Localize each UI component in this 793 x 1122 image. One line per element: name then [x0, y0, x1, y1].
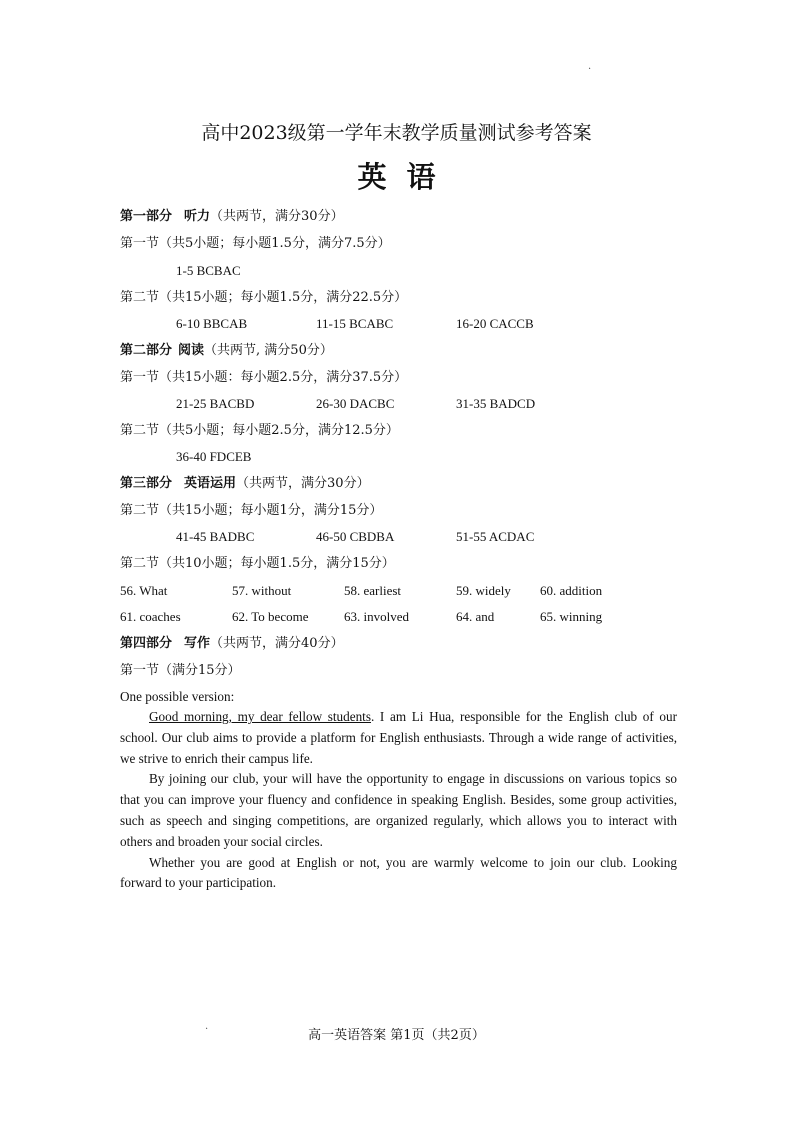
- answer-group: 16-20 CACCB: [456, 316, 534, 331]
- fill-answer: 65. winning: [540, 609, 603, 624]
- part3-heading-line: [120, 475, 370, 493]
- fill-answer: 64. and: [456, 609, 495, 624]
- answer-group: 21-25 BACBD: [176, 396, 255, 411]
- fill-answer: 59. widely: [456, 583, 511, 598]
- essay-paragraph-2: By joining our club, your will have the opportunity to engage in discussions on various topics so that you can improve your fluency and confidence in speaking English. Besides, some group activities, such as speech and singing competitions, are organized regularly, which allows you to interact with others and broaden your social circles.: [120, 771, 677, 849]
- document-title: 高中2023级第一学年末教学质量测试参考答案: [201, 122, 592, 144]
- answer-group: 46-50 CBDBA: [316, 529, 395, 544]
- scan-mark-bottom: .: [205, 1021, 209, 1032]
- essay-greeting: Good morning, my dear fellow students: [149, 709, 371, 724]
- part2-heading: 第二部分: [120, 343, 173, 358]
- scan-mark-top: .: [588, 61, 592, 72]
- answer-group: 41-45 BADBC: [176, 529, 255, 544]
- part1-section1-label: 第一节（共5小题；每小题1.5分，满分7.5分）: [120, 236, 391, 251]
- subject-title: 英语: [357, 160, 456, 194]
- answer-group: 1-5 BCBAC: [176, 263, 241, 278]
- part3-section2-label: 第二节（共10小题；每小题1.5分，满分15分）: [120, 556, 395, 571]
- answer-group: 36-40 FDCEB: [176, 449, 252, 464]
- part2-section1-label: 第一节（共15小题：每小题2.5分，满分37.5分）: [120, 370, 408, 385]
- part3-section1-label: 第二节（共15小题；每小题1分，满分15分）: [120, 503, 383, 518]
- part1-note: （共两节，满分30分）: [210, 209, 344, 224]
- part1-heading-line: [120, 208, 344, 226]
- essay-paragraph-1: [120, 707, 677, 769]
- fill-answer: 57. without: [232, 583, 292, 598]
- part4-heading: 第四部分: [120, 636, 173, 651]
- essay-paragraph-3: Whether you are good at English or not, you are warmly welcome to join our club. Looking forward to your participation.: [120, 854, 677, 891]
- sample-essay: [120, 707, 677, 894]
- fill-answer: 62. To become: [232, 609, 309, 624]
- part3-note: （共两节，满分30分）: [236, 476, 370, 491]
- part2-section2-label: 第二节（共5小题；每小题2.5分，满分12.5分）: [120, 423, 399, 438]
- fill-answer: 58. earliest: [344, 583, 402, 598]
- answer-group: 31-35 BADCD: [456, 396, 536, 411]
- fill-answer: 61. coaches: [120, 609, 181, 624]
- part4-section1-label: 第一节（满分15分）: [120, 663, 241, 678]
- part4-heading-line: [120, 635, 344, 653]
- part1-section2-label: 第二节（共15小题；每小题1.5分，满分22.5分）: [120, 290, 408, 305]
- fill-answer: 63. involved: [344, 609, 409, 624]
- part4-heading-name: 写作: [184, 636, 211, 651]
- answer-group: 11-15 BCABC: [316, 316, 394, 331]
- fill-answer: 56. What: [120, 583, 168, 598]
- part3-heading: 第三部分: [120, 476, 173, 491]
- answer-group: 6-10 BBCAB: [176, 316, 248, 331]
- part1-heading: 第一部分: [120, 209, 173, 224]
- answer-group: 26-30 DACBC: [316, 396, 395, 411]
- page-footer: 高一英语答案 第1页（共2页）: [308, 1028, 485, 1043]
- essay-paragraph-1-text: . I am Li Hua, responsible for the English club of our school. Our club aims to provide a platform for English enthusiasts. Through a wide range of activities, we strive to enrich their campus life.: [120, 709, 678, 766]
- part2-heading-name: 阅读: [178, 343, 205, 358]
- answer-group: 51-55 ACDAC: [456, 529, 535, 544]
- part2-heading-line: [120, 342, 333, 360]
- part3-heading-name: 英语运用: [184, 476, 237, 491]
- part1-heading-name: 听力: [184, 209, 211, 224]
- fill-answer: 60. addition: [540, 583, 603, 598]
- essay-intro: One possible version:: [120, 689, 235, 704]
- part4-note: （共两节，满分40分）: [210, 636, 344, 651]
- part2-note: （共两节, 满分50分）: [204, 343, 333, 358]
